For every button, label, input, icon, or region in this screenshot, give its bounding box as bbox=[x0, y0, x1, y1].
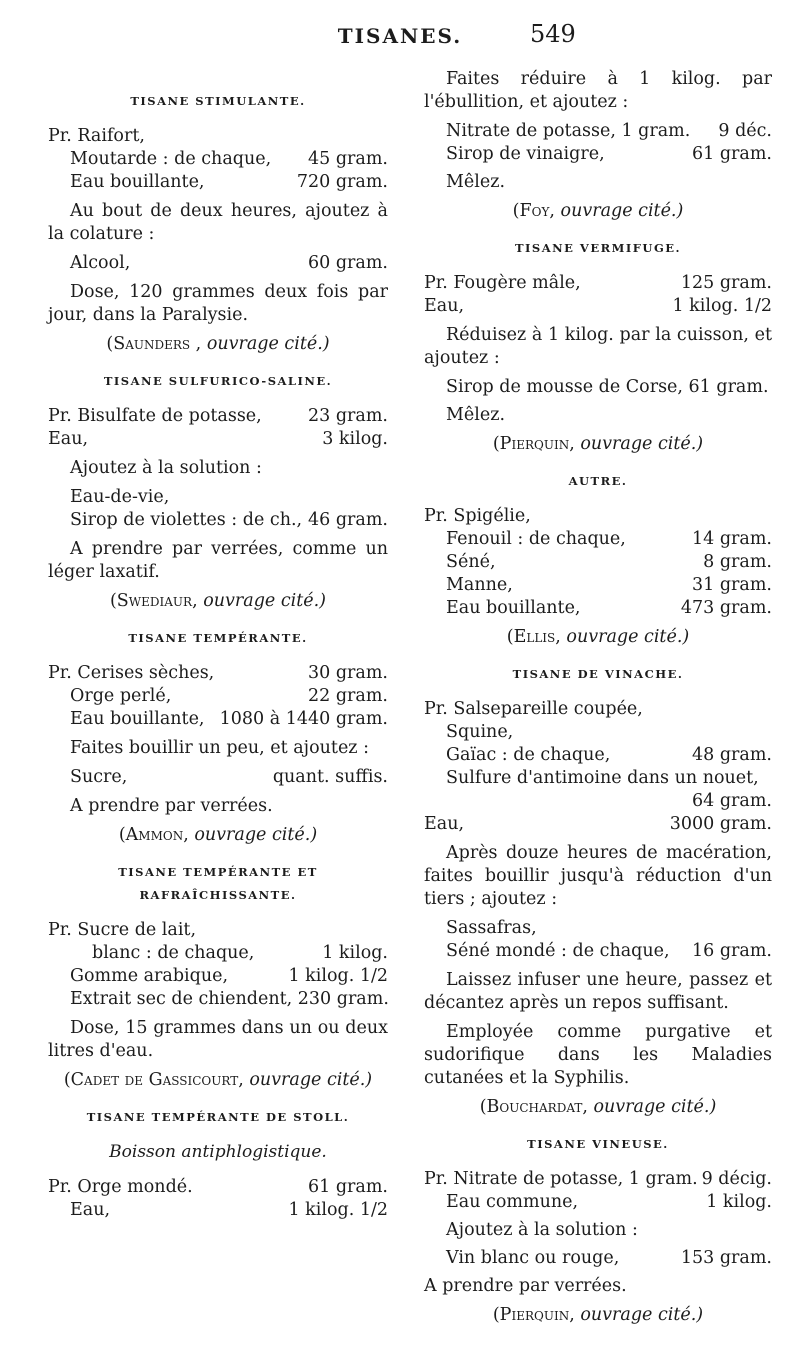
ingredient-text: Gaïac : de chaque, bbox=[446, 745, 611, 765]
instruction-text: A prendre par verrées. bbox=[70, 796, 273, 816]
ingredient-line bbox=[424, 120, 772, 143]
ingredient-line bbox=[424, 917, 772, 940]
ingredient-text: Eau bouillante, bbox=[446, 598, 581, 618]
right-column bbox=[424, 68, 772, 1339]
citation-author: (Ammon, bbox=[118, 825, 189, 845]
ingredient-line bbox=[424, 1168, 772, 1191]
ingredient-quantity: 1 kilog. bbox=[706, 1192, 772, 1212]
ingredient-line bbox=[48, 148, 388, 171]
ingredient-line bbox=[48, 1176, 388, 1199]
recipe-tisane-vineuse bbox=[424, 1133, 772, 1327]
ingredient-text: Pr. Orge mondé. bbox=[48, 1177, 193, 1197]
instruction-text: Sirop de mousse de Corse, 61 gram. bbox=[446, 377, 769, 397]
section-heading: TISANE SULFURICO-SALINE. bbox=[103, 374, 333, 388]
ingredient-text: Eau, bbox=[48, 429, 89, 449]
ingredient-quantity: 3 kilog. bbox=[322, 429, 388, 449]
citation-work: ouvrage cité.) bbox=[206, 334, 330, 354]
ingredient-text: Pr. Spigélie, bbox=[424, 506, 531, 526]
ingredient-text: Squine, bbox=[446, 722, 514, 742]
ingredient-line bbox=[424, 551, 772, 574]
ingredient-line bbox=[424, 528, 772, 551]
recipe-tisane-vinache bbox=[424, 663, 772, 1119]
ingredient-line bbox=[48, 486, 388, 509]
recipe-continuation bbox=[424, 68, 772, 223]
ingredient-text: Alcool, bbox=[70, 253, 131, 273]
ingredient-line bbox=[424, 505, 772, 528]
ingredient-line bbox=[424, 721, 772, 744]
ingredient-line bbox=[48, 988, 388, 1011]
section-heading: TISANE TEMPÉRANTE. bbox=[128, 631, 308, 645]
ingredient-quantity: 3000 gram. bbox=[669, 814, 772, 834]
ingredient-text: Vin blanc ou rouge, bbox=[446, 1248, 620, 1268]
citation-work: ouvrage cité.) bbox=[560, 201, 684, 221]
ingredient-line bbox=[48, 252, 388, 275]
citation-author: (Saunders , bbox=[106, 334, 202, 354]
ingredient-quantity: 45 gram. bbox=[308, 149, 388, 169]
citation-work: ouvrage cité.) bbox=[593, 1097, 717, 1117]
ingredient-text: Gomme arabique, bbox=[70, 966, 229, 986]
ingredient-quantity: 1080 à 1440 gram. bbox=[219, 709, 388, 729]
running-title: TISANES. bbox=[337, 24, 463, 48]
citation bbox=[48, 1069, 388, 1092]
ingredient-quantity: 61 gram. bbox=[308, 1177, 388, 1197]
ingredient-line bbox=[48, 428, 388, 451]
ingredient-text: Eau commune, bbox=[446, 1192, 579, 1212]
recipe-tisane-sulfurico-saline bbox=[48, 370, 388, 613]
section-heading: TISANE STIMULANTE. bbox=[130, 94, 306, 108]
ingredient-quantity: 61 gram. bbox=[692, 144, 772, 164]
citation-author: (Ellis, bbox=[506, 627, 561, 647]
instruction-text: Laissez infuser une heure, passez et décantez après un repos suffisant. bbox=[424, 970, 772, 1013]
ingredient-text: Eau, bbox=[70, 1200, 111, 1220]
ingredient-text: Nitrate de potasse, 1 gram. bbox=[446, 121, 691, 141]
ingredient-text: Eau bouillante, bbox=[70, 709, 205, 729]
instruction-text: Faites bouillir un peu, et ajoutez : bbox=[70, 738, 369, 758]
ingredient-text: Sulfure d'antimoine dans un nouet, bbox=[446, 768, 759, 788]
citation-author: (Foy, bbox=[512, 201, 555, 221]
citation-author: (Bouchardat, bbox=[479, 1097, 588, 1117]
ingredient-text: Pr. Nitrate de potasse, 1 gram. bbox=[424, 1169, 698, 1189]
ingredient-quantity: 31 gram. bbox=[692, 575, 772, 595]
citation-work: ouvrage cité.) bbox=[249, 1070, 373, 1090]
ingredient-text: Sirop de vinaigre, bbox=[446, 144, 605, 164]
citation-work: ouvrage cité.) bbox=[203, 591, 327, 611]
citation bbox=[48, 824, 388, 847]
citation bbox=[48, 333, 388, 356]
recipe-tisane-temperante bbox=[48, 627, 388, 847]
ingredient-quantity: 125 gram. bbox=[680, 273, 772, 293]
citation-work: ouvrage cité.) bbox=[566, 627, 690, 647]
ingredient-line bbox=[424, 143, 772, 166]
ingredient-quantity: 48 gram. bbox=[692, 745, 772, 765]
citation-author: (Pierquin, bbox=[492, 434, 575, 454]
ingredient-quantity: 22 gram. bbox=[308, 686, 388, 706]
recipe-tisane-stimulante bbox=[48, 90, 388, 356]
citation-work: ouvrage cité.) bbox=[580, 434, 704, 454]
instruction-text: Mêlez. bbox=[446, 172, 506, 192]
ingredient-quantity: 60 gram. bbox=[308, 253, 388, 273]
citation-author: (Pierquin, bbox=[492, 1305, 575, 1325]
instruction-text: Dose, 120 grammes deux fois par jour, dans la Paralysie. bbox=[48, 282, 388, 325]
ingredient-line bbox=[48, 662, 388, 685]
ingredient-text: Pr. Fougère mâle, bbox=[424, 273, 581, 293]
ingredient-quantity: 16 gram. bbox=[692, 941, 772, 961]
page-number: 549 bbox=[530, 20, 576, 48]
section-heading: TISANE TEMPÉRANTE ET RAFRAÎCHISSANTE. bbox=[118, 865, 318, 902]
ingredient-text: Eau bouillante, bbox=[70, 172, 205, 192]
instruction-text: A prendre par verrées, comme un léger laxatif. bbox=[48, 539, 388, 582]
recipe-autre bbox=[424, 470, 772, 649]
ingredient-text: Sirop de violettes : de ch., bbox=[70, 510, 303, 530]
ingredient-text: Eau, bbox=[424, 814, 465, 834]
ingredient-quantity: 9 déc. bbox=[718, 121, 772, 141]
ingredient-quantity: 8 gram. bbox=[703, 552, 772, 572]
ingredient-line bbox=[424, 295, 772, 318]
citation-work: ouvrage cité.) bbox=[580, 1305, 704, 1325]
ingredient-quantity: 1 kilog. 1/2 bbox=[672, 296, 772, 316]
ingredient-quantity: 30 gram. bbox=[308, 663, 388, 683]
citation bbox=[424, 200, 772, 223]
instruction-text: Au bout de deux heures, ajoutez à la colature : bbox=[48, 201, 388, 244]
ingredient-text: Manne, bbox=[446, 575, 513, 595]
ingredient-text: Sucre, bbox=[70, 767, 128, 787]
ingredient-quantity: quant. suffis. bbox=[272, 767, 388, 787]
ingredient-line bbox=[424, 940, 772, 963]
instruction-text: Dose, 15 grammes dans un ou deux litres d'eau. bbox=[48, 1018, 388, 1061]
ingredient-text: Pr. Raifort, bbox=[48, 126, 145, 146]
ingredient-line bbox=[424, 574, 772, 597]
citation bbox=[424, 1096, 772, 1119]
ingredient-line bbox=[48, 942, 388, 965]
ingredient-text: Pr. Bisulfate de potasse, bbox=[48, 406, 262, 426]
ingredient-quantity: 1 kilog. bbox=[322, 943, 388, 963]
instruction-text: Ajoutez à la solution : bbox=[70, 458, 262, 478]
section-heading: TISANE TEMPÉRANTE DE STOLL. bbox=[86, 1110, 350, 1124]
ingredient-text: Sassafras, bbox=[446, 918, 537, 938]
recipe-tisane-temperante-rafraichissante bbox=[48, 861, 388, 1092]
ingredient-quantity: 9 décig. bbox=[701, 1169, 772, 1189]
left-column bbox=[48, 68, 388, 1222]
section-heading: AUTRE. bbox=[568, 474, 628, 488]
ingredient-text: Moutarde : de chaque, bbox=[70, 149, 272, 169]
ingredient-text: Pr. Salsepareille coupée, bbox=[424, 699, 643, 719]
citation bbox=[424, 626, 772, 649]
section-heading: TISANE VERMIFUGE. bbox=[514, 241, 682, 255]
ingredient-text: blanc : de chaque, bbox=[92, 943, 255, 963]
ingredient-quantity: 46 gram. bbox=[308, 510, 388, 530]
instruction-text: Mêlez. bbox=[446, 405, 506, 425]
ingredient-quantity: 23 gram. bbox=[308, 406, 388, 426]
ingredient-quantity: 64 gram. bbox=[692, 791, 772, 811]
ingredient-quantity: 1 kilog. 1/2 bbox=[288, 1200, 388, 1220]
ingredient-text: Pr. Cerises sèches, bbox=[48, 663, 215, 683]
section-heading: TISANE DE VINACHE. bbox=[512, 667, 684, 681]
ingredient-quantity: 473 gram. bbox=[680, 598, 772, 618]
citation-author: (Swediaur, bbox=[109, 591, 198, 611]
ingredient-text: Eau, bbox=[424, 296, 465, 316]
ingredient-text: Séné mondé : de chaque, bbox=[446, 941, 670, 961]
citation-work: ouvrage cité.) bbox=[194, 825, 318, 845]
ingredient-line bbox=[48, 509, 388, 532]
ingredient-line bbox=[424, 1191, 772, 1214]
ingredient-line bbox=[48, 708, 388, 731]
instruction-text: Employée comme purgative et sudorifique dans les Maladies cutanées et la Syphilis. bbox=[424, 1022, 772, 1088]
ingredient-quantity: 720 gram. bbox=[296, 172, 388, 192]
ingredient-line bbox=[48, 965, 388, 988]
ingredient-line bbox=[424, 767, 772, 790]
ingredient-line bbox=[48, 171, 388, 194]
ingredient-text: Extrait sec de chiendent, 230 gram. bbox=[70, 989, 389, 1009]
ingredient-line bbox=[48, 1199, 388, 1222]
section-heading: TISANE VINEUSE. bbox=[527, 1137, 669, 1151]
ingredient-line bbox=[424, 698, 772, 721]
ingredient-quantity: 153 gram. bbox=[680, 1248, 772, 1268]
ingredient-text: Eau-de-vie, bbox=[70, 487, 170, 507]
instruction-text: Réduisez à 1 kilog. par la cuisson, et ajoutez : bbox=[424, 325, 772, 368]
ingredient-quantity: 1 kilog. 1/2 bbox=[288, 966, 388, 986]
ingredient-line bbox=[424, 813, 772, 836]
ingredient-text: Séné, bbox=[446, 552, 496, 572]
citation-author: (Cadet de Gassicourt, bbox=[63, 1070, 244, 1090]
ingredient-quantity: 14 gram. bbox=[692, 529, 772, 549]
ingredient-line bbox=[48, 125, 388, 148]
ingredient-text: Pr. Sucre de lait, bbox=[48, 920, 197, 940]
citation bbox=[424, 1304, 772, 1327]
ingredient-line bbox=[424, 744, 772, 767]
ingredient-line bbox=[424, 272, 772, 295]
ingredient-text: Orge perlé, bbox=[70, 686, 172, 706]
instruction-text: Après douze heures de macération, faites bouillir jusqu'à réduction d'un tiers ; ajoutez : bbox=[424, 843, 772, 909]
recipe-tisane-vermifuge bbox=[424, 237, 772, 456]
instruction-text: A prendre par verrées. bbox=[424, 1276, 627, 1296]
instruction-text: Faites réduire à 1 kilog. par l'ébullition, et ajoutez : bbox=[424, 69, 772, 112]
ingredient-line bbox=[48, 919, 388, 942]
ingredient-line bbox=[424, 597, 772, 620]
ingredient-line bbox=[48, 766, 388, 789]
ingredient-text: Fenouil : de chaque, bbox=[446, 529, 626, 549]
citation bbox=[48, 590, 388, 613]
ingredient-line bbox=[48, 405, 388, 428]
ingredient-line bbox=[424, 1247, 772, 1270]
citation bbox=[424, 433, 772, 456]
section-subtitle: Boisson antiphlogistique. bbox=[109, 1142, 327, 1162]
recipe-tisane-stoll bbox=[48, 1106, 388, 1222]
instruction-text: Ajoutez à la solution : bbox=[446, 1220, 638, 1240]
ingredient-line bbox=[48, 685, 388, 708]
